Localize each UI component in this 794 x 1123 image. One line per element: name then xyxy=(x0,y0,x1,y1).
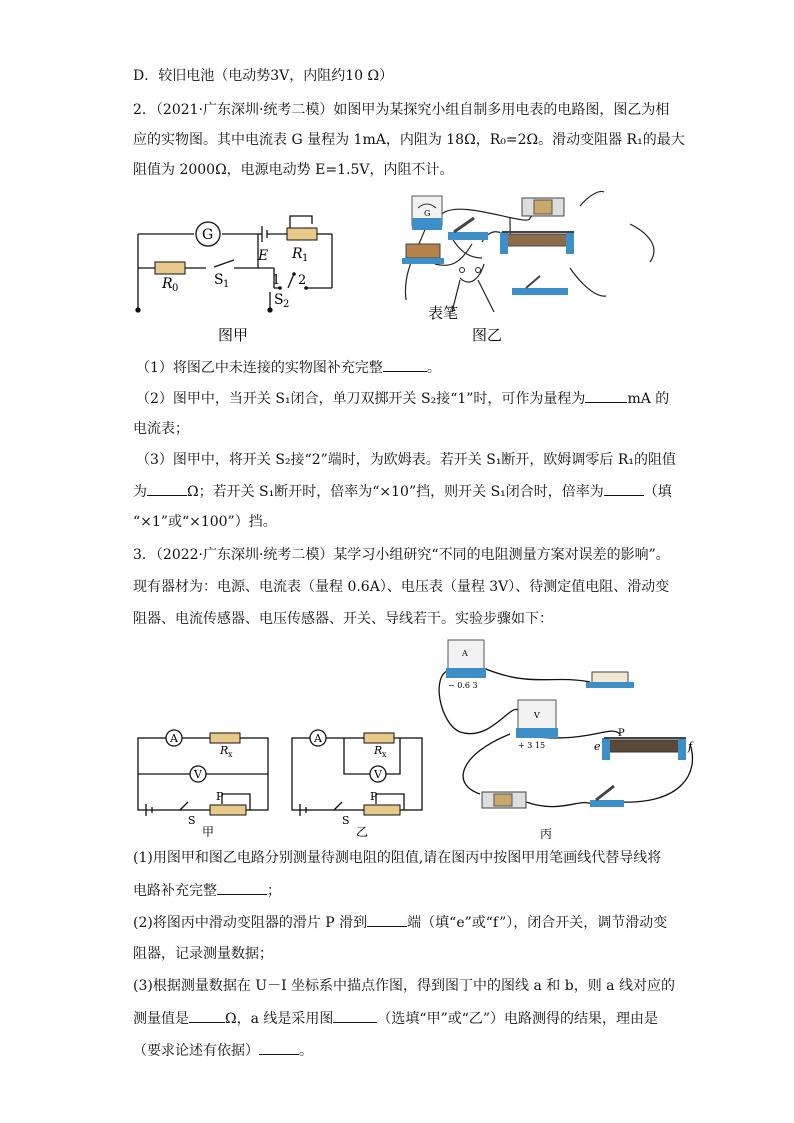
physical-switch xyxy=(448,232,488,240)
q3-part2-cont: 阻器，记录测量数据； xyxy=(133,946,273,962)
physical-s2 xyxy=(512,288,568,295)
physical-resistor xyxy=(406,244,440,258)
q2-stem-2: 应的实物图。其中电流表 G 量程为 1mA，内阻为 18Ω，R₀=2Ω。滑动变阻器 R₁的最大 xyxy=(133,132,685,148)
q3-stem-3: 阻器、电流传感器、电压传感器、开关、导线若干。实验步骤如下： xyxy=(133,611,553,627)
label-s2: S xyxy=(274,292,284,308)
q3-part3-cont xyxy=(133,1008,658,1029)
bing-f-label: f xyxy=(688,740,693,753)
jia-rx-sub: x xyxy=(228,750,233,759)
label-s2-sub: 2 xyxy=(283,299,290,310)
q2-part3-cont xyxy=(133,481,672,502)
caption-yi: 图乙 xyxy=(472,326,503,344)
bing-voltmeter-scale: + 3 15 xyxy=(518,741,546,750)
q3-part2-end: 端（填“e”或“f”），闭合开关，调节滑动变 xyxy=(407,915,668,931)
label-r0-sub: 0 xyxy=(172,283,179,294)
q3-part3: (3)根据测量数据在 U－I 坐标系中描点作图，得到图丁中的图线 a 和 b，则 a 线对应的 xyxy=(133,978,675,994)
q3-part2-text: (2)将图丙中滑动变阻器的滑片 P 滑到 xyxy=(133,915,368,931)
q2-part3-end: （填 xyxy=(643,484,672,500)
label-r1-sub: 1 xyxy=(302,253,309,264)
resistor-r0 xyxy=(155,262,185,274)
q2-part1-text: （1）将图乙中未连接的实物图补充完整 xyxy=(136,360,383,376)
caption-jia: 图甲 xyxy=(218,326,249,344)
q3-part1-end: ； xyxy=(267,883,281,899)
q3-part3-pre: 测量值是 xyxy=(133,1011,189,1027)
q3-part1: (1)用图甲和图乙电路分别测量待测电阻的阻值,请在图丙中按图甲用笔画线代替导线将 xyxy=(133,850,662,866)
label-s1-sub: 1 xyxy=(223,279,230,290)
physical-rheostat xyxy=(504,234,570,246)
yi-s-label: S xyxy=(342,814,350,827)
q2-part3-cont2: “×1”或“×100”）挡。 xyxy=(133,514,277,530)
q2-part2-cont: 电流表； xyxy=(133,421,189,437)
bing-e-label: e xyxy=(594,740,601,753)
answer-blank[interactable] xyxy=(383,357,427,372)
label-r1: R xyxy=(292,246,303,262)
yi-voltmeter-label: V xyxy=(374,768,382,781)
q3-part3-mid: Ω，a 线是采用图 xyxy=(225,1011,334,1027)
jia-rx xyxy=(210,733,240,743)
caption-bing: 丙 xyxy=(540,827,553,841)
jia-rheostat xyxy=(210,805,246,815)
q2-part1-end: 。 xyxy=(426,360,441,376)
caption-jia3: 甲 xyxy=(202,825,215,839)
answer-blank[interactable] xyxy=(333,1008,377,1023)
bing-switch xyxy=(590,800,624,807)
jia-rx-label: R xyxy=(220,744,229,757)
answer-blank[interactable] xyxy=(367,912,407,927)
bing-voltmeter-label: V xyxy=(534,711,540,720)
q3-part3-cont2 xyxy=(133,1040,313,1061)
q3-part3-req: （要求论述有依据） xyxy=(133,1043,259,1059)
yi-ammeter-label: A xyxy=(314,732,322,745)
q2-figure xyxy=(130,188,670,346)
bing-ammeter-scale: − 0.6 3 xyxy=(448,681,478,690)
q2-part1 xyxy=(136,357,441,378)
yi-rheostat xyxy=(364,805,400,815)
answer-blank[interactable] xyxy=(217,880,267,895)
q3-part3-end2: 。 xyxy=(299,1043,313,1059)
bing-p-label: P xyxy=(618,728,625,739)
q3-part2 xyxy=(133,912,667,933)
jia-p-label: P xyxy=(216,790,224,803)
q3-part1-cont xyxy=(133,880,281,901)
q2-part2-end: mA 的 xyxy=(627,391,670,407)
q3-figure xyxy=(130,634,700,844)
label-e: E xyxy=(258,248,269,264)
q2-part2 xyxy=(136,388,669,409)
jia-ammeter-label: A xyxy=(170,732,178,745)
jia-s-label: S xyxy=(188,814,196,827)
meter-g-label: G xyxy=(424,209,431,218)
label-g: G xyxy=(202,227,214,243)
bing-ammeter-label: A xyxy=(462,649,468,658)
caption-yi3: 乙 xyxy=(356,825,369,839)
q3-stem-2: 现有器材为：电源、电流表（量程 0.6A）、电压表（量程 3V）、待测定值电阻、滑动变 xyxy=(133,579,670,595)
yi-p-label: P xyxy=(370,790,378,803)
q3-stem-1: 3．（2022·广东深圳·统考二模）某学习小组研究“不同的电阻测量方案对误差的影响”。 xyxy=(133,547,670,563)
label-s1: S xyxy=(214,272,224,288)
bing-rheostat xyxy=(606,740,680,752)
option-d: D．较旧电池（电动势3V，内阻约10 Ω） xyxy=(133,68,394,84)
label-r0: R xyxy=(162,276,173,292)
q2-stem-3: 阻值为 2000Ω，电源电动势 E=1.5V，内阻不计。 xyxy=(133,162,454,178)
answer-blank[interactable] xyxy=(585,388,627,403)
answer-blank[interactable] xyxy=(259,1040,299,1055)
answer-blank[interactable] xyxy=(147,481,187,496)
answer-blank[interactable] xyxy=(189,1008,225,1023)
yi-rx xyxy=(364,733,394,743)
resistor-r1 xyxy=(287,228,317,240)
label-n1: 1 xyxy=(272,273,281,288)
answer-blank[interactable] xyxy=(604,481,644,496)
q2-stem-1: 2．（2021·广东深圳·统考二模）如图甲为某探究小组自制多用电表的电路图，图乙为相 xyxy=(133,102,670,118)
q3-part3-end: （选填“甲”或“乙”）电路测得的结果，理由是 xyxy=(377,1011,659,1027)
yi-rx-label: R xyxy=(374,744,383,757)
q2-part3-pre: 为 xyxy=(133,484,147,500)
q3-part1-text: 电路补充完整 xyxy=(133,883,217,899)
q2-part3-mid: Ω；若开关 S₁断开时，倍率为“×10”挡，则开关 S₁闭合时，倍率为 xyxy=(187,484,604,500)
jia-voltmeter-label: V xyxy=(194,768,202,781)
q2-part3: （3）图甲中，将开关 S₂接“2”端时，为欧姆表。若开关 S₁断开，欧姆调零后 R₁的阻值 xyxy=(136,452,677,468)
label-probe: 表笔 xyxy=(428,304,459,322)
yi-rx-sub: x xyxy=(382,750,387,759)
q2-part2-text: （2）图甲中，当开关 S₁闭合，单刀双掷开关 S₂接“1”时，可作为量程为 xyxy=(136,391,586,407)
label-n2: 2 xyxy=(298,273,307,288)
